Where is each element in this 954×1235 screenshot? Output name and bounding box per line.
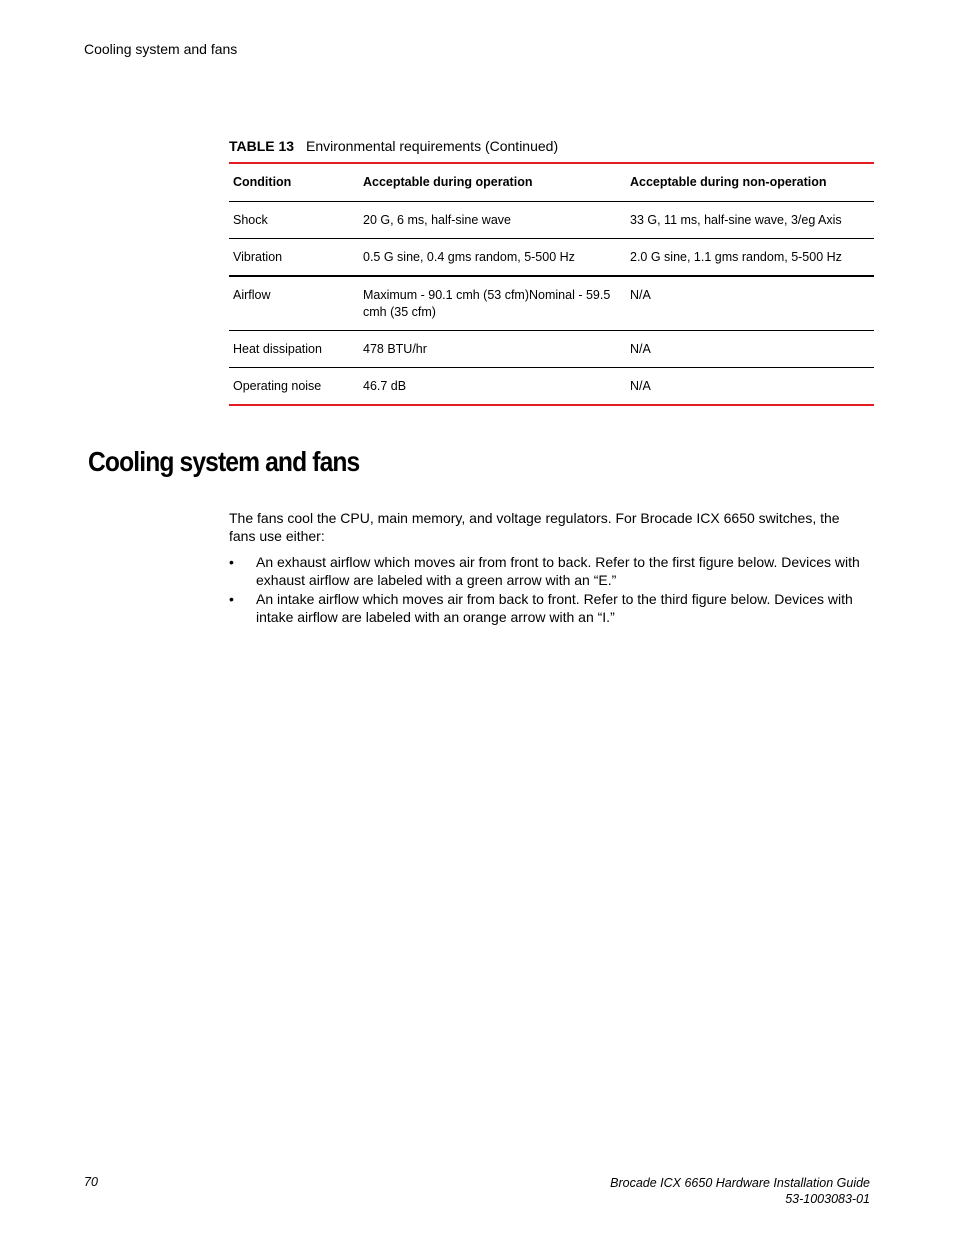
- table-row: [229, 331, 874, 368]
- footer-doc-title: Brocade ICX 6650 Hardware Installation Guide: [610, 1176, 870, 1190]
- cell-condition: Airflow: [233, 288, 271, 302]
- cell-operation: 20 G, 6 ms, half-sine wave: [363, 213, 511, 227]
- bullet-marker: •: [229, 554, 234, 570]
- table-row: [229, 368, 874, 406]
- intro-paragraph: The fans cool the CPU, main memory, and voltage regulators. For Brocade ICX 6650 switches, the fans use either:: [229, 510, 840, 544]
- list-item-text: An exhaust airflow which moves air from front to back. Refer to the first figure below. Devices with exhaust airflow are labeled with a green arrow with an “E.”: [256, 554, 860, 588]
- table-row: [229, 239, 874, 277]
- cell-non-operation: 2.0 G sine, 1.1 gms random, 5-500 Hz: [630, 250, 842, 264]
- cell-operation: 478 BTU/hr: [363, 342, 427, 356]
- page-number: 70: [84, 1175, 98, 1189]
- table-row: [229, 276, 874, 331]
- cell-operation: 46.7 dB: [363, 379, 407, 393]
- cell-non-operation: N/A: [630, 342, 651, 356]
- cell-non-operation: N/A: [630, 379, 651, 393]
- list-item-text: An intake airflow which moves air from back to front. Refer to the third figure below. Devices with intake airflow are labeled with an orange arrow with an “I.”: [256, 591, 853, 625]
- airflow-bullet-list: [229, 554, 869, 626]
- bullet-marker: •: [229, 591, 234, 607]
- footer-doc-number: 53-1003083-01: [785, 1192, 870, 1206]
- table-caption: [229, 138, 558, 154]
- running-header: Cooling system and fans: [84, 41, 238, 57]
- section-body: [229, 510, 869, 628]
- cell-operation: Maximum - 90.1 cmh (53 cfm)Nominal - 59.5 cmh (35 cfm): [363, 288, 611, 319]
- cell-condition: Operating noise: [233, 379, 322, 393]
- cell-non-operation: 33 G, 11 ms, half-sine wave, 3/eg Axis: [630, 213, 842, 227]
- table-title: Environmental requirements (Continued): [305, 138, 559, 154]
- section-heading: Cooling system and fans: [88, 446, 360, 477]
- environmental-requirements-table: [229, 162, 874, 406]
- table-row: [229, 202, 874, 239]
- list-item: [229, 591, 869, 626]
- cell-non-operation: N/A: [630, 288, 651, 302]
- list-item: [229, 554, 869, 589]
- cell-condition: Heat dissipation: [233, 342, 322, 356]
- cell-operation: 0.5 G sine, 0.4 gms random, 5-500 Hz: [363, 250, 575, 264]
- table-number: TABLE 13: [229, 138, 295, 154]
- column-header-operation: Acceptable during operation: [363, 175, 533, 189]
- column-header-non-operation: Acceptable during non-operation: [630, 175, 827, 189]
- column-header-condition: Condition: [233, 175, 292, 189]
- table-header-row: [229, 163, 874, 202]
- cell-condition: Vibration: [233, 250, 283, 264]
- cell-condition: Shock: [233, 213, 268, 227]
- footer-doc-info: [610, 1175, 870, 1207]
